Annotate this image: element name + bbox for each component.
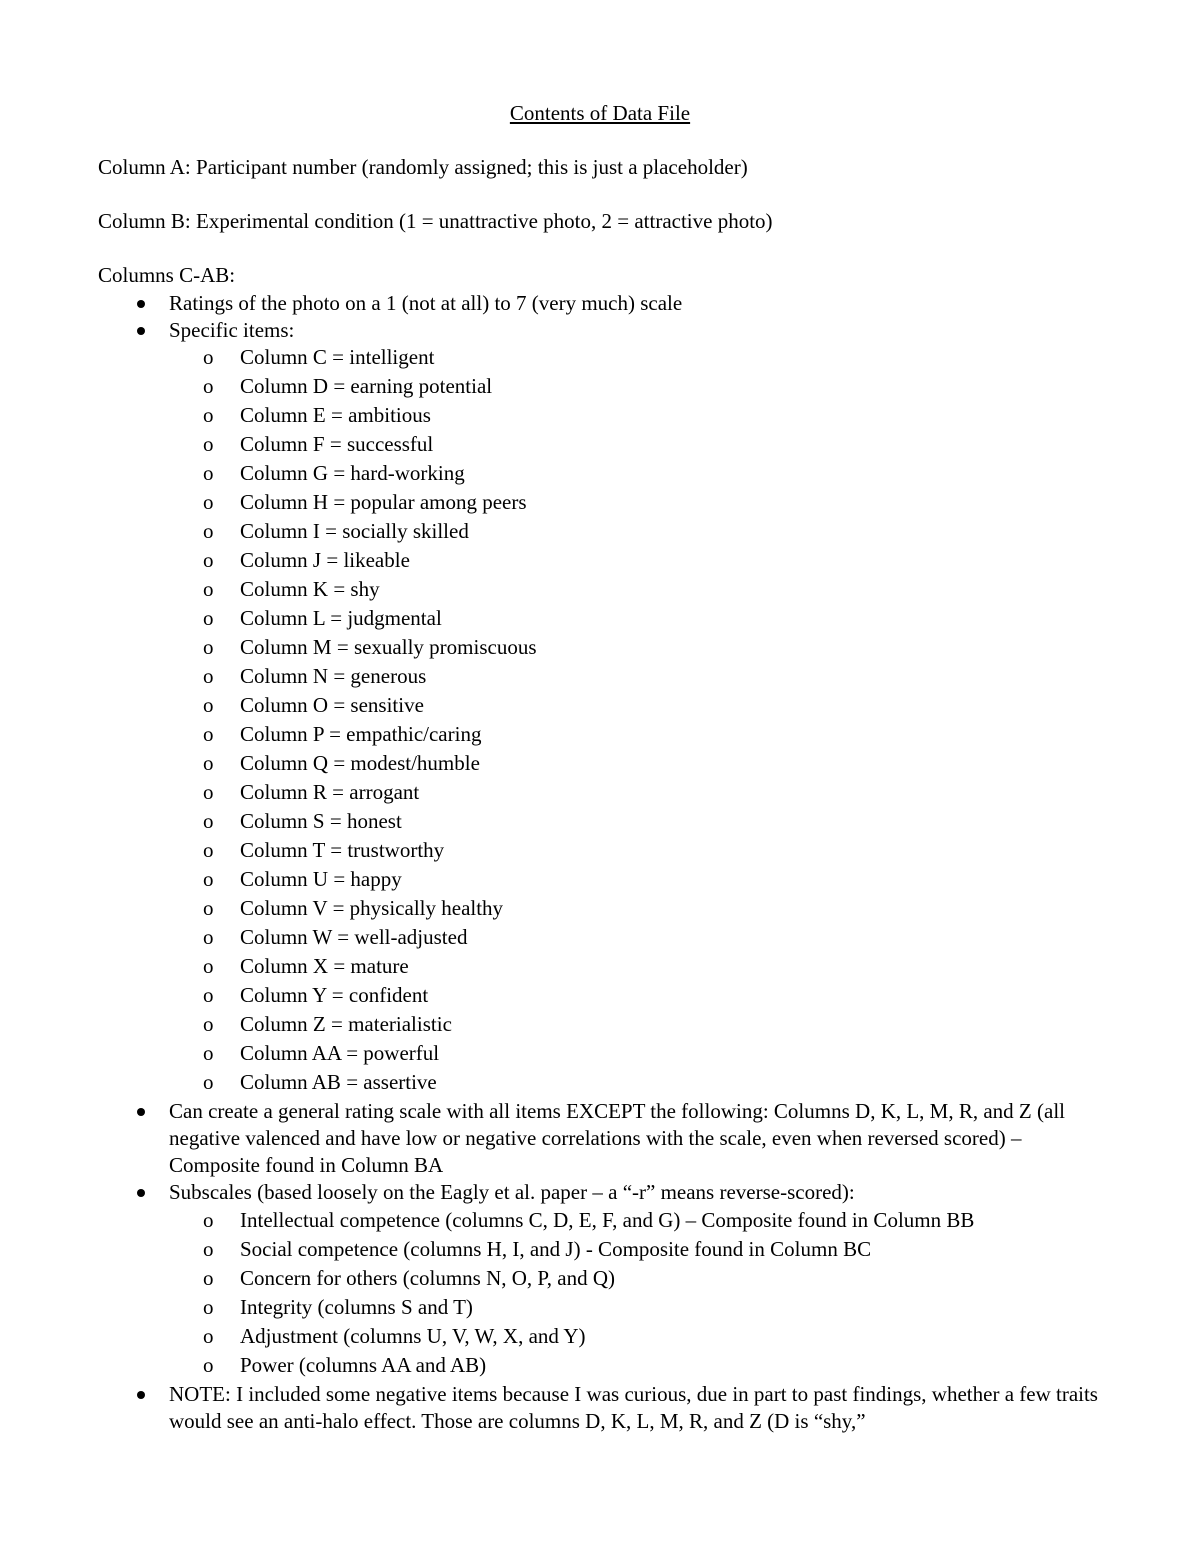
specific-item-text: Column Q = modest/humble: [240, 751, 480, 775]
sub-bullet-marker: o: [203, 1012, 214, 1036]
specific-item-text: Column W = well-adjusted: [240, 925, 468, 949]
specific-item-text: Column S = honest: [240, 809, 402, 833]
sub-bullet-marker: o: [203, 519, 214, 543]
specific-item-text: Column N = generous: [240, 664, 427, 688]
sub-bullet-marker: o: [203, 722, 214, 746]
sub-bullet-marker: o: [203, 1353, 214, 1377]
bullet-dot: [137, 1391, 145, 1399]
specific-item-text: Column Z = materialistic: [240, 1012, 452, 1036]
specific-item-text: Column V = physically healthy: [240, 896, 504, 920]
page-title: Contents of Data File: [509, 101, 691, 125]
sub-bullet-marker: o: [203, 1266, 214, 1290]
sub-bullet-marker: o: [203, 432, 214, 456]
sub-bullet-marker: o: [203, 548, 214, 572]
specific-item-text: Column U = happy: [240, 867, 402, 891]
sub-bullet-marker: o: [203, 1237, 214, 1261]
bullet-dot: [137, 1108, 145, 1116]
bullet-note: [169, 1381, 1109, 1435]
bullet-note-text: NOTE: I included some negative items because I was curious, due in part to past findings, whether a few traits would see an anti-halo effect. Those are columns D, K, L, M, R, and Z (D is “shy,”: [169, 1382, 1098, 1433]
sub-bullet-marker: o: [203, 867, 214, 891]
bullet-subscales-text: Subscales (based loosely on the Eagly et al. paper – a “-r” means reverse-scored):: [169, 1180, 855, 1204]
specific-item-text: Column P = empathic/caring: [240, 722, 482, 746]
sub-bullet-marker: o: [203, 925, 214, 949]
subscale-item-text: Social competence (columns H, I, and J) - Composite found in Column BC: [240, 1237, 872, 1261]
specific-item-text: Column G = hard-working: [240, 461, 465, 485]
sub-bullet-marker: o: [203, 635, 214, 659]
specific-item-text: Column D = earning potential: [240, 374, 493, 398]
sub-bullet-marker: o: [203, 780, 214, 804]
column-b-description: Column B: Experimental condition (1 = unattractive photo, 2 = attractive photo): [98, 209, 773, 233]
columns-c-ab-heading: Columns C-AB:: [98, 263, 236, 287]
specific-item-text: Column E = ambitious: [240, 403, 431, 427]
sub-bullet-marker: o: [203, 461, 214, 485]
specific-item-text: Column J = likeable: [240, 548, 410, 572]
sub-bullet-marker: o: [203, 896, 214, 920]
sub-bullet-marker: o: [203, 577, 214, 601]
sub-bullet-marker: o: [203, 751, 214, 775]
specific-item-text: Column H = popular among peers: [240, 490, 527, 514]
bullet-ratings-text: Ratings of the photo on a 1 (not at all) to 7 (very much) scale: [169, 291, 683, 315]
sub-bullet-marker: o: [203, 838, 214, 862]
sub-bullet-marker: o: [203, 1070, 214, 1094]
bullet-ratings: [169, 290, 1109, 317]
column-a-description: Column A: Participant number (randomly assigned; this is just a placeholder): [98, 155, 748, 179]
bullet-general-scale-text: Can create a general rating scale with all items EXCEPT the following: Columns D, K, L, M, R, and Z (all negative valenced and have low or negative correlations with the scale, even when reversed scored) – Composite found in Column BA: [169, 1099, 1065, 1177]
sub-bullet-marker: o: [203, 693, 214, 717]
bullet-general-scale: [169, 1098, 1109, 1179]
sub-bullet-marker: o: [203, 1295, 214, 1319]
specific-item-text: Column L = judgmental: [240, 606, 442, 630]
sub-bullet-marker: o: [203, 1324, 214, 1348]
sub-bullet-marker: o: [203, 490, 214, 514]
subscale-item-text: Concern for others (columns N, O, P, and Q): [240, 1266, 616, 1290]
subscale-item-text: Integrity (columns S and T): [240, 1295, 473, 1319]
sub-bullet-marker: o: [203, 983, 214, 1007]
bullet-specific-items-text: Specific items:: [169, 318, 295, 342]
specific-item-text: Column AA = powerful: [240, 1041, 440, 1065]
specific-item-text: Column C = intelligent: [240, 345, 435, 369]
specific-item-text: Column F = successful: [240, 432, 434, 456]
specific-item-text: Column X = mature: [240, 954, 409, 978]
sub-bullet-marker: o: [203, 664, 214, 688]
sub-bullet-marker: o: [203, 809, 214, 833]
bullet-dot: [137, 327, 145, 335]
specific-item-text: Column I = socially skilled: [240, 519, 469, 543]
specific-item-text: Column AB = assertive: [240, 1070, 437, 1094]
sub-bullet-marker: o: [203, 374, 214, 398]
bullet-dot: [137, 1189, 145, 1197]
bullet-specific-items: [169, 317, 1109, 344]
specific-item-text: Column Y = confident: [240, 983, 429, 1007]
sub-bullet-marker: o: [203, 345, 214, 369]
subscale-item-text: Intellectual competence (columns C, D, E, F, and G) – Composite found in Column BB: [240, 1208, 975, 1232]
sub-bullet-marker: o: [203, 1208, 214, 1232]
sub-bullet-marker: o: [203, 954, 214, 978]
specific-item-text: Column K = shy: [240, 577, 380, 601]
subscale-item-text: Adjustment (columns U, V, W, X, and Y): [240, 1324, 586, 1348]
bullet-dot: [137, 300, 145, 308]
bullet-subscales: [169, 1179, 1109, 1206]
specific-item-text: Column T = trustworthy: [240, 838, 445, 862]
specific-item-text: Column M = sexually promiscuous: [240, 635, 537, 659]
sub-bullet-marker: o: [203, 1041, 214, 1065]
specific-item-text: Column O = sensitive: [240, 693, 424, 717]
sub-bullet-marker: o: [203, 403, 214, 427]
specific-item-text: Column R = arrogant: [240, 780, 420, 804]
subscale-item-text: Power (columns AA and AB): [240, 1353, 487, 1377]
sub-bullet-marker: o: [203, 606, 214, 630]
